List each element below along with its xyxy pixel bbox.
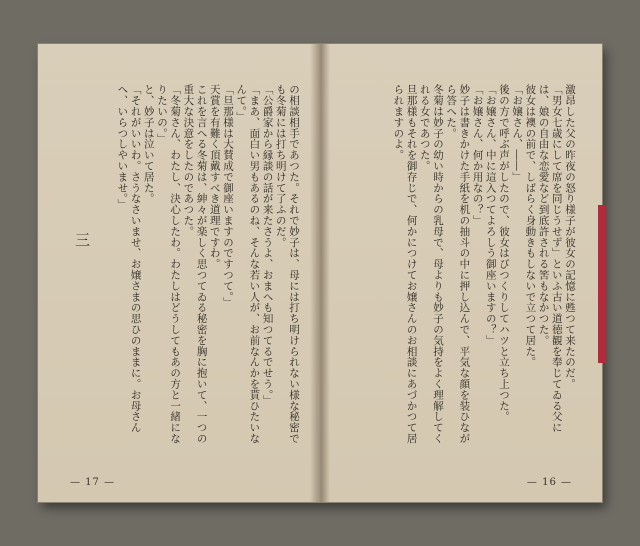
right-page <box>322 44 602 502</box>
paragraph: 「それがいいわ。さうなさいませ、お嬢さまの思ひのままに。お母さんへ、いらつしやいませ。」 <box>116 84 142 433</box>
paragraph: の相談相手であつた。それで妙子は、母には打ち明けられない様な秘密でも冬菊には打ち明けて了ふのだ。 <box>274 84 300 444</box>
paragraph: 後の方で呼ぶ声がしたので、彼女はびつくりしてハツと立ち上つた。 <box>497 84 510 422</box>
paragraph: 妙子は書きかけた手紙を机の抽斗の中に押し込んで、平気な顔を装ひながら答へた。 <box>445 84 471 444</box>
paragraph: これを言へる冬菊は、紳々が楽しく思つてゐる秘密を胸に抱いて、一つの重大な決意をしたのであつた。 <box>182 84 208 444</box>
book-spread <box>38 44 602 502</box>
paragraph: 「男女七歳にして席を同じうせず」といふ古い道徳観を奉じてゐる父には、娘の自由な恋愛など到底許される筈もなかつた。 <box>537 84 563 433</box>
paragraph: 「お嬢さん、何か用なの？」 <box>471 84 484 226</box>
paragraph: 「お嬢さん、中に這入つてよろしう御座いますの？」 <box>484 84 497 346</box>
paragraph: 「冬菊さん、わたし、決心したわ。わたしはどうしてもあの方と一緒になりたいの。」 <box>155 84 182 444</box>
paragraph: 激昂した父の昨夜の怒り様子が彼女の記憶に甦つて来たのだ。 <box>564 84 576 390</box>
paragraph: 彼女は襖の前で、しばらく身動きもしないで立つて居た。 <box>524 84 537 368</box>
paragraph: 天賞を有難く頂戴すべき道理ですわ。 <box>208 84 221 270</box>
left-page <box>38 44 318 502</box>
paragraph: と、妙子は泣いて居た。 <box>142 84 155 204</box>
section-number: 三 <box>73 232 91 247</box>
page-number-right: — 16 — <box>526 477 572 488</box>
paragraph: 冬菊は妙子の幼い時からの乳母で、母よりも妙子の気持をよく理解してくれる女であつた。 <box>418 84 444 444</box>
paragraph: 「旦那様は大賛成で御座いますのですつて。」 <box>221 84 234 308</box>
right-page-text <box>336 84 576 452</box>
red-bookmark-tab <box>598 205 606 363</box>
paragraph: 「お嬢さん、――」 <box>511 84 524 183</box>
page-number-left: — 17 — <box>70 477 116 488</box>
paragraph: 旦那様もそれを御存じで、何かにつけてお嬢さんのお相談にあづかつて居られますのよ。 <box>392 84 418 444</box>
paragraph: 「公爵家から縁談の話が来たさうよ、おまへも知つてるでせう。」 <box>261 84 274 406</box>
left-page-text <box>68 84 300 452</box>
paragraph: 「まあ、面白い男もあるのね、そんな若い人が、お前なんかを貰ひたいなんて。」 <box>235 84 261 444</box>
book-gutter <box>310 44 330 502</box>
